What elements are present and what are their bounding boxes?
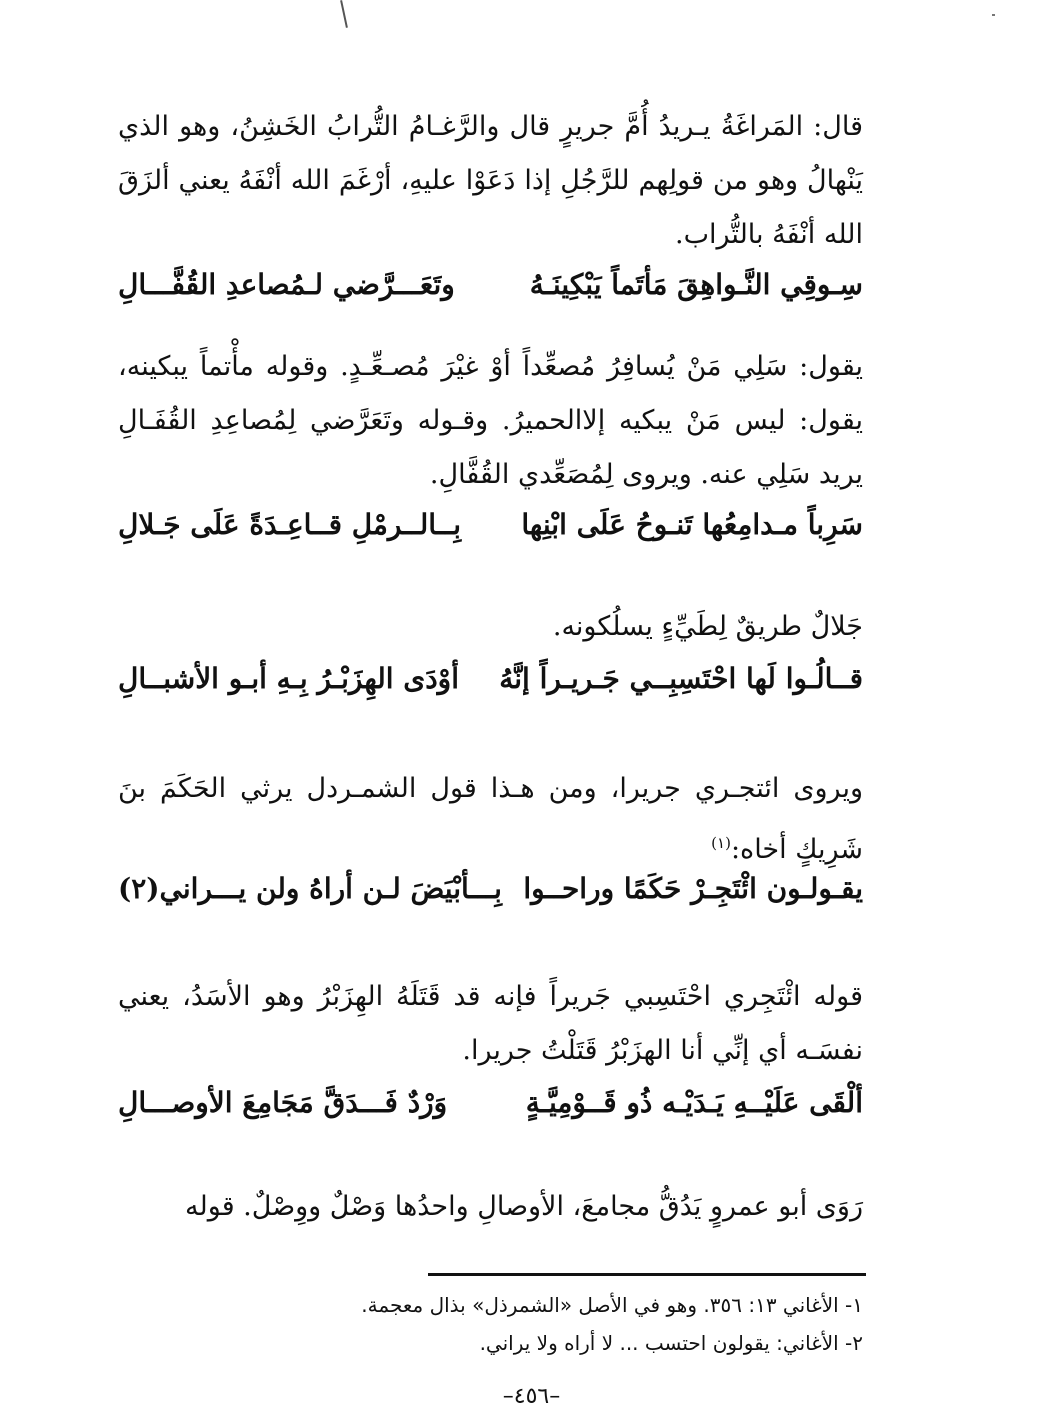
verse-4-second-text: بِـــأبْيَضَ لـن أراهُ ولن يـــراني [159,872,502,905]
verse-4-second-hemistich [118,862,502,916]
footnote-divider [428,1273,866,1276]
verse-4-first-hemistich: يقـولـون ائْتَجِـرْ حَكَمًا وراحــوا [523,872,863,905]
verse-5-second-hemistich: وَرْدٌ فَـــدَقَّ مَجَامِعَ الأوصـــالِ [118,1086,448,1119]
footnote-1: ١- الأغاني ١٣: ٣٥٦. وهو في الأصل «الشمرذل» بذال معجمة. [361,1293,863,1317]
paragraph-5: قوله ائْتَجِري احْتَسِبي جَريراً فإنه قد قَتَلَهُ الهِزَبْرُ وهو الأسَدُ، يعني نفسَـه أي إنِّي أنا الهزَبْرُ قَتَلْتُ جريرا. [118,981,863,1066]
verse-5-first-hemistich: ألْقَى عَلَيْــهِ يَـدَيْـه ذُو قَــوْمِيَّـةٍ [525,1086,863,1119]
footnote-marker-2[interactable]: (٢) [118,872,160,905]
verse-1 [118,258,863,312]
footnote-2: ٢- الأغاني: يقولون احتسب ... لا أراه ولا يراني. [479,1331,863,1355]
scan-speck [992,14,995,16]
verse-3-first-hemistich: قــالُـوا لَها احْتَسِبِــي جَـريـراً إنَّهُ [499,662,863,695]
verse-2-second-hemistich: بِــالــرمْلِ قــاعِـدَةً عَلَى جَـلالِ [118,508,462,541]
paragraph-4-text: ويروى ائتجـري جريرا، ومن هـذا قول الشمـردل يرثي الحَكَمَ بنَ شَرِيكٍ أخاه: [118,773,863,865]
paragraph-6: رَوَى أبو عمروٍ يَدُقُّ مجامعَ، الأوصالِ واحدُها وَصْلٌ ووِصْلٌ. قوله [185,1191,863,1222]
verse-2 [118,498,863,552]
paragraph-4 [118,762,863,877]
paragraph-1: قال: المَراغَةُ يـريدُ أُمَّ جريرٍ قال والرَّغـامُ التُّرابُ الخَشِنُ، وهو الذي يَنْهالُ وهو من قولِهم للرَّجُلِ إذا دَعَوْا عليهِ، أرْغَمَ الله أنْفَهُ يعني ألزَقَ الله أنْفَهُ بالتُّراب. [118,111,863,250]
verse-5 [118,1076,863,1130]
verse-1-second-hemistich: وتَعَـــرَّضي لـمُصاعدِ القُفَّـــالِ [118,268,455,301]
paragraph-3: جَلالٌ طريقٌ لِطَيِّءٍ يسلُكونه. [552,611,863,642]
verse-2-first-hemistich: سَرِباً مـدامِعُها تَنـوحُ عَلَى ابْنِها [521,508,863,541]
scan-pen-mark [340,0,348,28]
footnote-marker-1[interactable]: (١) [711,834,731,852]
verse-3-second-hemistich: أوْدَى الهِزَبْـرُ بِـهِ أبـو الأشبــالِ [118,662,459,695]
verse-1-first-hemistich: سِـوقِي النَّـواهِقَ مَأتَماً يَبْكِينَـهُ [529,268,863,301]
paragraph-2: يقول: سَلِي مَنْ يُسافِرُ مُصعِّداً أوْ غيْرَ مُصـعِّـدٍ. وقوله مأْتماً يبكينه، يقول: ليس مَنْ يبكيه إلاالحميرُ. وقـوله وتَعَرَّضي لِمُصاعِدِ القُفَـالِ يريد سَلِي عنه. ويروى لِمُصَعِّدي القُفَّالِ. [118,351,863,490]
verse-4 [118,862,863,916]
verse-3 [118,652,863,706]
page-number: –٤٥٦– [502,1384,561,1409]
